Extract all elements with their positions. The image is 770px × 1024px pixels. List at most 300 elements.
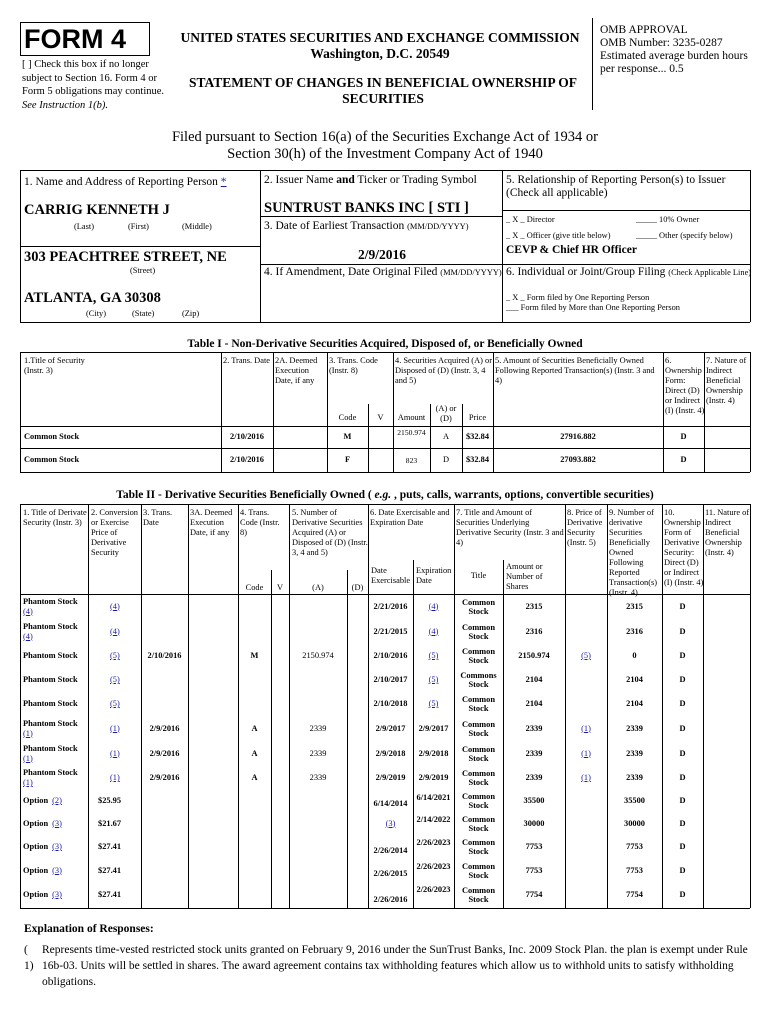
t2-price — [565, 790, 607, 812]
t2-title-footnote-link[interactable]: (3) — [52, 842, 62, 851]
t2-conversion — [88, 766, 141, 790]
t2-title-footnote-link[interactable]: (1) — [23, 728, 33, 738]
t2-title-footnote-link[interactable]: (2) — [52, 796, 62, 805]
t2-expiration-footnote-link[interactable]: (4) — [428, 626, 439, 636]
t2-expiration-footnote-link[interactable]: (5) — [428, 699, 439, 708]
t2-title-cell — [23, 692, 87, 716]
t2-conversion-footnote-link[interactable]: (1) — [110, 723, 120, 733]
t2-date-exercisable — [368, 882, 413, 908]
t2-owned: 2315 — [626, 601, 643, 611]
t2-code — [238, 668, 271, 692]
t2-expiration — [413, 835, 454, 859]
t1-sub-amount: Amount — [397, 413, 426, 422]
t2-conversion — [88, 716, 141, 741]
t1-h5: 5. Amount of Securities Beneficially Owned Following Reported Transaction(s) (Instr. 3 and 4) — [495, 356, 655, 385]
t2-trans-date — [141, 619, 188, 644]
t2-deemed-date — [188, 619, 238, 644]
t2-owned: 2339 — [626, 723, 643, 733]
t2-form: D — [679, 651, 686, 660]
t2-conversion — [88, 790, 141, 812]
t2-conversion — [88, 812, 141, 835]
t2-date-exercisable-value: 2/21/2016 — [373, 601, 408, 611]
t2-deemed-date — [188, 644, 238, 668]
t2-conversion — [88, 692, 141, 716]
t2-conversion-footnote-link[interactable]: (5) — [110, 675, 120, 684]
t2-owned: 30000 — [624, 818, 645, 828]
t1-form: D — [680, 455, 687, 464]
box5-label: 5. Relationship of Reporting Person(s) to Issuer (Check all applicable) — [506, 174, 726, 199]
city-state-zip: ATLANTA, GA 30308 — [24, 290, 161, 306]
t2-underlying-title: Common Stock — [461, 647, 496, 665]
t2-expiration-value: 2/26/2023 — [416, 885, 451, 894]
t2-expiration-value: 6/14/2021 — [416, 793, 451, 802]
t2-underlying-title: Common Stock — [461, 744, 496, 763]
t2-title: Phantom Stock — [23, 651, 78, 660]
t2-underlying-title: Common Stock — [461, 814, 496, 833]
t2-expiration-value: 2/9/2018 — [418, 748, 449, 758]
earliest-transaction-date: 2/9/2016 — [357, 247, 406, 262]
t2-title-cell — [23, 766, 87, 790]
t2-conversion-footnote-link[interactable]: (4) — [110, 601, 120, 611]
t2-date-exercisable — [368, 619, 413, 644]
box6-label: 6. Individual or Joint/Group Filing (Check Applicable Line) — [506, 266, 752, 278]
t2-disposed: 2150.974 — [302, 651, 334, 660]
t2-date-exercisable-value: 2/26/2014 — [373, 846, 408, 855]
t2-title-cell — [23, 644, 87, 668]
t2-conversion — [88, 644, 141, 668]
ten-pct-owner-check[interactable]: _____ 10% Owner — [636, 215, 700, 224]
t2-trans-date — [141, 812, 188, 835]
t2-underlying-title: Common Stock — [461, 792, 496, 810]
form-title: FORM 4 — [24, 24, 127, 54]
t2-underlying-title: Common Stock — [461, 622, 496, 641]
t1-h2: 2. Trans. Date — [223, 356, 270, 365]
t2-deemed-date — [188, 668, 238, 692]
t2-title-cell — [23, 812, 87, 835]
t2-title-footnote-link[interactable]: (3) — [52, 890, 62, 899]
t2-owned: 7753 — [626, 865, 643, 875]
t2-underlying-title: Common Stock — [461, 861, 496, 880]
t1-h7: 7. Nature of Indirect Beneficial Ownership (Instr. 4) — [706, 356, 747, 405]
middle-label: (Middle) — [182, 222, 212, 231]
t2-title-cell — [23, 835, 87, 859]
other-check[interactable]: _____ Other (specify below) — [636, 231, 733, 240]
t2-disposed — [289, 741, 347, 766]
t1-h6: 6. Ownership Form: Direct (D) or Indirect (I) (Instr. 4) — [665, 356, 705, 415]
t2-underlying-amount: 2316 — [525, 626, 543, 636]
t2-price — [565, 882, 607, 908]
t2-owned: 0 — [632, 651, 637, 660]
street-address: 303 PEACHTREE STREET, NE — [24, 249, 227, 265]
t2-date-exercisable-value: 2/26/2015 — [373, 869, 408, 878]
t2-underlying-title: Common Stock — [461, 695, 496, 713]
t2-underlying-amount: 2339 — [525, 773, 543, 782]
t2-deemed-date — [188, 766, 238, 790]
t2-code — [238, 859, 271, 882]
t2-deemed-date — [188, 859, 238, 882]
t2-code: M — [250, 651, 259, 660]
t2-form: D — [679, 773, 686, 782]
t2-owned: 2104 — [626, 699, 643, 708]
table2-title: Table II - Derivative Securities Beneficially Owned ( e.g. , puts, calls, warrants, options, convertible securities) — [116, 489, 654, 501]
t2-disposed — [289, 812, 347, 835]
t2-date-exercisable — [368, 790, 413, 812]
t2-conversion — [88, 668, 141, 692]
t2-acquired: 2339 — [309, 773, 327, 782]
t1-form: D — [680, 432, 687, 441]
t2-sub-title: Title — [470, 571, 487, 580]
t2-disposed — [289, 692, 347, 716]
t2-title-cell — [23, 882, 87, 908]
reporting-person-footnote-link[interactable]: * — [220, 176, 227, 188]
t2-price — [565, 644, 607, 668]
t2-trans-date: 2/9/2016 — [149, 748, 180, 758]
t2-code: A — [251, 723, 258, 733]
officer-title: CEVP & Chief HR Officer — [506, 244, 637, 256]
t2-price — [565, 668, 607, 692]
t2-code — [238, 790, 271, 812]
t2-code: A — [251, 748, 258, 758]
t2-trans-date: 2/9/2016 — [149, 723, 180, 733]
t2-price — [565, 716, 607, 741]
t2-date-exercisable-value: 2/9/2018 — [375, 748, 406, 758]
director-check[interactable]: _ X _ Director — [506, 215, 555, 224]
t2-owned: 2339 — [626, 748, 643, 758]
t2-code — [238, 882, 271, 908]
t2-price-footnote-link[interactable]: (5) — [581, 651, 591, 660]
t2-code — [238, 692, 271, 716]
t2-underlying-amount: 30000 — [523, 818, 545, 828]
t1-owned: 27093.882 — [560, 455, 596, 464]
t2-owned: 2339 — [626, 773, 643, 782]
t2-price-footnote-link[interactable]: (1) — [581, 748, 591, 758]
t2-acquired: 2339 — [309, 748, 327, 758]
t2-title-cell — [23, 859, 87, 882]
t2-sub-amount: Amount or Number of Shares — [506, 562, 543, 591]
t2-deemed-date — [188, 692, 238, 716]
t2-date-exercisable — [368, 692, 413, 716]
t2-price — [565, 835, 607, 859]
t2-expiration-value: 2/9/2019 — [418, 773, 449, 782]
t2-conversion-footnote-link[interactable]: (5) — [110, 699, 120, 708]
officer-check[interactable]: _ X _ Officer (give title below) — [506, 231, 611, 240]
t2-date-exercisable-value: 2/21/2015 — [373, 626, 408, 636]
one-reporting-person-check[interactable]: _ X _ Form filed by One Reporting Person — [506, 293, 650, 302]
t2-conversion — [88, 835, 141, 859]
t2-trans-date: 2/9/2016 — [149, 773, 180, 782]
t2-acquired: 2339 — [309, 723, 327, 733]
t2-trans-date — [141, 594, 188, 619]
t2-title-cell — [23, 716, 87, 741]
footnote-1-text: Represents time-vested restricted stock units granted on February 9, 2016 under the SunTrust Banks, Inc. 2009 Stock Plan. the plan is exempt under Rule 16b-03. Units will be settled in shares. The award agreement contains tax withholding features which allow us to withhold units to satisfy withholding obligations. — [42, 944, 748, 988]
t2-underlying-title: Common Stock — [461, 886, 496, 904]
t2-date-exercisable — [368, 835, 413, 859]
t2-disposed — [289, 859, 347, 882]
t2-conversion-value: $21.67 — [98, 818, 122, 828]
t2-conversion-footnote-link[interactable]: (4) — [110, 626, 120, 636]
t2-form: D — [679, 865, 686, 875]
t2-title-footnote-link[interactable]: (4) — [23, 606, 33, 616]
t1-price: $32.84 — [465, 455, 490, 464]
t2-conversion-footnote-link[interactable]: (1) — [110, 773, 120, 782]
t2-date-exercisable-value: 2/10/2018 — [373, 699, 408, 708]
t2-h4: 4. Trans. Code (Instr. 8) — [240, 508, 280, 537]
t2-sub-v: V — [276, 583, 284, 592]
t2-code — [238, 619, 271, 644]
t2-underlying-amount: 7754 — [525, 890, 543, 899]
t2-form: D — [679, 723, 686, 733]
agency-city: Washington, D.C. 20549 — [310, 46, 450, 61]
reporting-person-name: CARRIG KENNETH J — [24, 202, 170, 218]
t2-title: Option — [23, 890, 49, 899]
t1-amount: 823 — [405, 455, 418, 465]
t2-price — [565, 619, 607, 644]
t1-h4: 4. Securities Acquired (A) or Disposed of (D) (Instr. 3, 4 and 5) — [395, 356, 492, 385]
box2-label: 2. Issuer Name and Ticker or Trading Symbol — [264, 174, 477, 186]
t2-h9: 9. Number of derivative Securities Beneficially Owned Following Reported Transaction(s) (Instr. 4) — [609, 508, 658, 597]
t1-h2a: 2A. Deemed Execution Date, if any — [275, 356, 318, 385]
filed-pursuant: Filed pursuant to Section 16(a) of the Securities Exchange Act of 1934 or Section 30(h) of the Investment Company Act of 1940 — [171, 129, 599, 162]
t2-title: Phantom Stock — [23, 621, 78, 631]
t2-title-cell — [23, 790, 87, 812]
t2-date-exercisable-value: 2/26/2016 — [373, 895, 408, 904]
t2-underlying-amount: 35500 — [523, 796, 545, 805]
t2-disposed — [289, 790, 347, 812]
t2-underlying-amount: 2339 — [525, 748, 543, 758]
first-label: (First) — [128, 222, 149, 231]
t2-date-exercisable — [368, 668, 413, 692]
explanation-title: Explanation of Responses: — [24, 923, 154, 935]
t2-date-exercisable — [368, 766, 413, 790]
t1-aord: D — [442, 455, 450, 464]
t2-expiration-footnote-link[interactable]: (5) — [428, 651, 439, 660]
t2-underlying-amount: 7753 — [525, 842, 543, 851]
t2-title: Phantom Stock — [23, 699, 78, 708]
t1-price: $32.84 — [465, 432, 490, 441]
t2-price — [565, 812, 607, 835]
t2-code — [238, 594, 271, 619]
t2-title: Phantom Stock — [23, 768, 78, 777]
t2-sub-a: (A) — [312, 583, 324, 592]
t2-h7: 7. Title and Amount of Securities Underlying Derivative Security (Instr. 3 and 4) — [456, 508, 564, 547]
t2-date-exercisable — [368, 741, 413, 766]
t2-expiration-value: 2/14/2022 — [416, 815, 451, 824]
t2-expiration — [413, 812, 454, 835]
t1-sub-v: V — [377, 413, 384, 422]
t2-title: Phantom Stock — [23, 743, 78, 753]
t2-title: Phantom Stock — [23, 675, 78, 684]
t2-form: D — [679, 675, 686, 684]
t2-expiration — [413, 741, 454, 766]
t2-trans-date — [141, 692, 188, 716]
t2-date-exercisable — [368, 644, 413, 668]
t2-owned: 2316 — [626, 626, 643, 636]
t2-owned: 7754 — [626, 890, 643, 899]
t2-expiration — [413, 859, 454, 882]
t1-sub-code: Code — [338, 413, 357, 422]
t2-h3a: 3A. Deemed Execution Date, if any — [190, 508, 233, 537]
t2-price-footnote-link[interactable]: (1) — [581, 773, 591, 782]
t2-expiration-value: 2/9/2017 — [418, 723, 449, 733]
t2-trans-date — [141, 835, 188, 859]
t2-date-exercisable-value: 2/10/2017 — [373, 675, 408, 684]
t2-expiration — [413, 766, 454, 790]
t2-conversion — [88, 859, 141, 882]
t2-title-footnote-link[interactable]: (3) — [52, 865, 62, 875]
t2-underlying-title: Common Stock — [461, 838, 496, 856]
t2-form: D — [679, 890, 686, 899]
t2-disposed — [289, 835, 347, 859]
t2-date-exercisable-footnote-link[interactable]: (3) — [385, 818, 396, 828]
t2-title-cell — [23, 594, 87, 619]
t2-price-footnote-link[interactable]: (1) — [581, 723, 591, 733]
t2-expiration — [413, 668, 454, 692]
t2-h11: 11. Nature of Indirect Beneficial Ownership (Instr. 4) — [705, 508, 750, 557]
t2-expiration-footnote-link[interactable]: (4) — [428, 601, 439, 611]
t2-expiration-value: 2/26/2023 — [416, 862, 451, 871]
t2-disposed — [289, 594, 347, 619]
t2-underlying-amount: 7753 — [525, 865, 543, 875]
t2-deemed-date — [188, 741, 238, 766]
t2-underlying-amount: 2339 — [525, 723, 543, 733]
t2-deemed-date — [188, 594, 238, 619]
issuer-name: SUNTRUST BANKS INC [ STI ] — [264, 200, 469, 216]
t2-owned: 35500 — [624, 796, 645, 805]
t2-sub-exp: Expiration Date — [416, 566, 452, 585]
t2-h1: 1. Title of Derivate Security (Instr. 3) — [23, 508, 87, 527]
t2-title-cell — [23, 741, 87, 766]
t1-date: 2/10/2016 — [230, 455, 264, 464]
t2-disposed — [289, 766, 347, 790]
t2-underlying-title: Common Stock — [461, 597, 496, 616]
t1-sub-aord: (A) or (D) — [435, 404, 457, 423]
t2-price — [565, 594, 607, 619]
t2-title-footnote-link[interactable]: (1) — [23, 753, 33, 763]
t1-h3: 3. Trans. Code (Instr. 8) — [329, 356, 378, 375]
t2-sub-code: Code — [245, 583, 264, 592]
t2-sub-date-ex: Date Exercisable — [371, 566, 411, 585]
t2-deemed-date — [188, 835, 238, 859]
t2-expiration — [413, 594, 454, 619]
t2-form: D — [679, 818, 686, 828]
t2-deemed-date — [188, 812, 238, 835]
t2-underlying-amount: 2150.974 — [518, 651, 550, 660]
t2-disposed — [289, 619, 347, 644]
t1-amount: 2150.974 — [397, 428, 426, 437]
t2-h3: 3. Trans. Date — [143, 508, 173, 527]
t2-title-cell — [23, 619, 87, 644]
t1-title: Common Stock — [24, 455, 80, 464]
t2-expiration — [413, 692, 454, 716]
city-label: (City) — [86, 309, 107, 318]
t2-title: Phantom Stock — [23, 718, 78, 728]
t2-deemed-date — [188, 716, 238, 741]
t2-trans-date — [141, 790, 188, 812]
t2-form: D — [679, 601, 686, 611]
state-label: (State) — [132, 309, 155, 318]
t2-date-exercisable — [368, 812, 413, 835]
t2-underlying-title: Common Stock — [461, 719, 496, 738]
t2-underlying-amount: 2104 — [525, 675, 543, 684]
t2-date-exercisable-value: 2/9/2019 — [375, 773, 406, 782]
t2-code — [238, 812, 271, 835]
t2-deemed-date — [188, 882, 238, 908]
t2-expiration — [413, 644, 454, 668]
t2-underlying-title: Common Stock — [461, 769, 496, 787]
t2-h8: 8. Price of Derivative Security (Instr. 5) — [567, 508, 603, 547]
t1-aord: A — [442, 432, 450, 441]
t2-deemed-date — [188, 790, 238, 812]
t2-expiration-footnote-link[interactable]: (5) — [428, 675, 439, 684]
t2-conversion-footnote-link[interactable]: (1) — [110, 748, 120, 758]
t2-date-exercisable — [368, 716, 413, 741]
t2-expiration — [413, 619, 454, 644]
t2-trans-date — [141, 668, 188, 692]
t2-form: D — [679, 748, 686, 758]
t2-title-footnote-link[interactable]: (1) — [23, 778, 33, 787]
t2-price — [565, 741, 607, 766]
t2-title-footnote-link[interactable]: (3) — [52, 818, 62, 828]
t2-sub-d: (D) — [351, 583, 364, 592]
t1-title: Common Stock — [24, 432, 80, 441]
t2-expiration-value: 2/26/2023 — [416, 838, 451, 847]
t2-date-exercisable — [368, 594, 413, 619]
box1-label: 1. Name and Address of Reporting Person * — [24, 176, 227, 188]
t1-code: M — [343, 432, 352, 441]
t2-owned: 7753 — [626, 842, 643, 851]
t2-trans-date — [141, 882, 188, 908]
t2-conversion-footnote-link[interactable]: (5) — [110, 651, 120, 660]
zip-label: (Zip) — [182, 309, 200, 318]
t2-h2: 2. Conversion or Exercise Price of Derivative Security — [91, 508, 138, 557]
table1-title: Table I - Non-Derivative Securities Acquired, Disposed of, or Beneficially Owned — [187, 338, 583, 350]
t2-disposed — [289, 716, 347, 741]
agency-name: UNITED STATES SECURITIES AND EXCHANGE COMMISSION — [180, 30, 580, 45]
t2-disposed — [289, 668, 347, 692]
t2-title-footnote-link[interactable]: (4) — [23, 631, 33, 641]
t2-h10: 10. Ownership Form of Derivative Security: Direct (D) or Indirect (I) (Instr. 4) — [664, 508, 704, 587]
t2-owned: 2104 — [626, 675, 643, 684]
t2-conversion-value: $27.41 — [98, 865, 122, 875]
t2-underlying-title: Commons Stock — [460, 671, 497, 689]
t2-date-exercisable-value: 6/14/2014 — [373, 799, 408, 808]
t2-title: Option — [23, 865, 49, 875]
t2-code — [238, 835, 271, 859]
t2-title: Option — [23, 796, 49, 805]
t2-form: D — [679, 699, 686, 708]
t2-title-cell — [23, 668, 87, 692]
t2-underlying-amount: 2104 — [525, 699, 543, 708]
t2-conversion — [88, 594, 141, 619]
t2-conversion-value: $27.41 — [98, 842, 122, 851]
t2-code: A — [251, 773, 258, 782]
t2-trans-date: 2/10/2016 — [147, 651, 182, 660]
t2-underlying-amount: 2315 — [525, 601, 543, 611]
t1-code: F — [344, 455, 351, 464]
t2-conversion — [88, 619, 141, 644]
t2-title: Option — [23, 818, 49, 828]
t2-h5: 5. Number of Derivative Securities Acquired (A) or Disposed of (D) (Instr. 3, 4 and 5) — [292, 508, 368, 557]
t2-expiration — [413, 716, 454, 741]
t2-conversion — [88, 741, 141, 766]
t2-conversion-value: $27.41 — [98, 890, 122, 899]
more-reporting-persons-check[interactable]: ___ Form filed by More than One Reporting Person — [506, 303, 680, 312]
t1-sub-price: Price — [468, 413, 487, 422]
t2-disposed — [289, 882, 347, 908]
t2-price — [565, 766, 607, 790]
t2-conversion — [88, 882, 141, 908]
t2-title: Phantom Stock — [23, 596, 78, 606]
